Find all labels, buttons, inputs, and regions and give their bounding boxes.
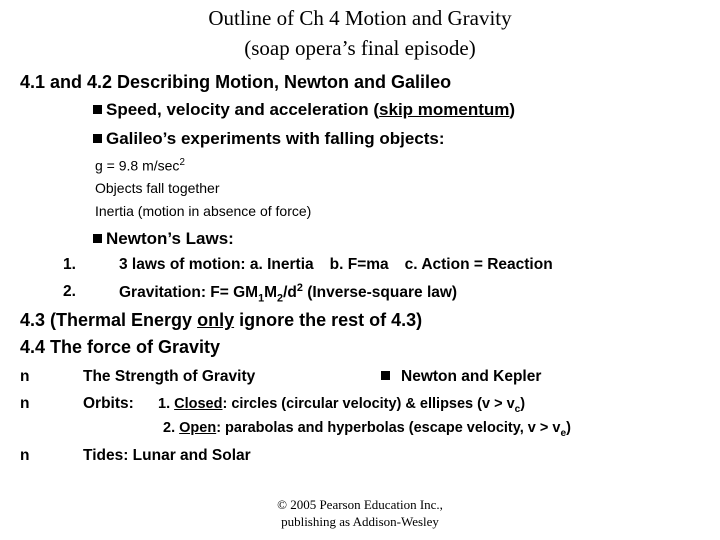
item-newton-kepler: Newton and Kepler xyxy=(381,368,541,386)
orbit-closed: 1. Closed: circles (circular velocity) & ellipses $(v > v_c)$ xyxy=(158,396,526,415)
law-2-text: Gravitation: $F= GM_1M_2/d^2$ (Inverse-square law) xyxy=(119,282,458,305)
section-heading-4-4: 4.4 The force of Gravity xyxy=(20,337,221,357)
square-bullet-icon xyxy=(93,105,102,114)
orbit-open: 2. Open: parabolas and hyperbolas (escape velocity, $v > v_e$) xyxy=(163,420,571,439)
bullet-glyph: n xyxy=(20,368,30,385)
bullet-glyph: n xyxy=(20,447,30,464)
square-bullet-icon xyxy=(381,371,390,380)
copyright-line-2: publishing as Addison-Wesley xyxy=(281,514,439,529)
section-heading-4-1: 4.1 and 4.2 Describing Motion, Newton and Galileo xyxy=(20,72,452,92)
square-bullet-icon xyxy=(93,234,102,243)
law-2-number: 2. xyxy=(63,283,76,300)
bullet-galileo: Galileo’s experiments with falling objects: xyxy=(93,129,445,149)
item-tides: Tides: Lunar and Solar xyxy=(83,447,251,464)
law-1-text: 3 laws of motion: a. Inertia b. F=ma c. Action = Reaction xyxy=(119,256,553,273)
galileo-sub-fall: Objects fall together xyxy=(95,180,220,196)
page-title: Outline of Ch 4 Motion and Gravity xyxy=(208,6,512,30)
page-subtitle: (soap opera’s final episode) xyxy=(244,36,476,60)
law-1-number: 1. xyxy=(63,256,76,273)
galileo-sub-g: g = 9.8 $m/\sec^2$ xyxy=(95,157,185,174)
bullet-glyph: n xyxy=(20,395,30,412)
copyright-line-1: © 2005 Pearson Education Inc., xyxy=(277,497,443,512)
bullet-newton: Newton’s Laws: xyxy=(93,229,234,249)
item-strength: The Strength of Gravity xyxy=(83,368,256,385)
section-heading-4-3: 4.3 (Thermal Energy only ignore the rest of 4.3) xyxy=(20,310,423,330)
orbits-label: Orbits: xyxy=(83,395,134,412)
galileo-sub-inertia: Inertia (motion in absence of force) xyxy=(95,203,312,219)
square-bullet-icon xyxy=(93,134,102,143)
bullet-speed: Speed, velocity and acceleration (skip momentum) xyxy=(93,100,515,120)
